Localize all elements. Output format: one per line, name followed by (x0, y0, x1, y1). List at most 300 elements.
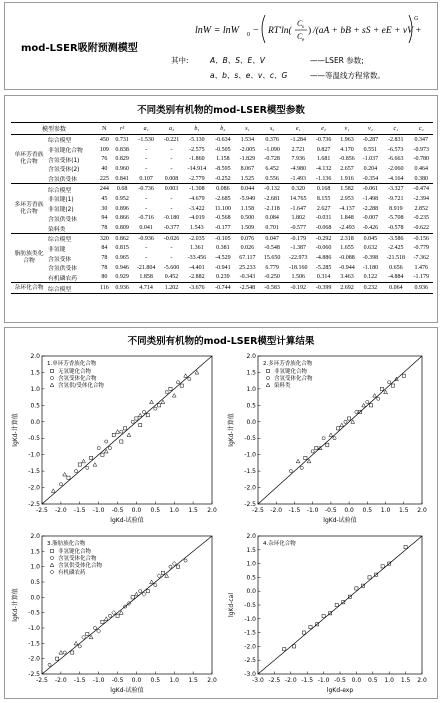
data-point (184, 559, 187, 562)
where-label: 其中: (171, 56, 189, 65)
data-point (124, 427, 127, 430)
param-value-cell: - (170, 255, 173, 262)
y-tick-label: 1.5 (246, 369, 256, 377)
param-value-cell: 25.233 (239, 264, 256, 271)
param-value-cell: -2.548 (235, 283, 260, 294)
y-tick-label: -0.5 (244, 435, 256, 443)
isotherm-constants: a、b、s、e、v、c、G (210, 71, 288, 80)
y-axis-label: lgKd-计算值 (228, 413, 235, 447)
data-point (82, 459, 86, 463)
param-value-cell: 0.041 (139, 225, 153, 232)
param-value-cell: - (170, 146, 173, 153)
data-point (333, 437, 336, 440)
param-value-cell: 0.960 (115, 165, 129, 172)
param-value-cell: -0.973 (413, 146, 429, 153)
x-tick-label: -2.0 (284, 677, 297, 684)
data-point (108, 446, 111, 449)
param-value-cell: -0.398 (362, 255, 379, 262)
param-value-cell: -0.780 (413, 156, 429, 163)
param-value-cell: 0.936 (112, 283, 133, 294)
data-point (292, 645, 295, 648)
data-point (311, 450, 314, 453)
data-point (326, 443, 329, 446)
param-value-cell: 8.155 (316, 195, 331, 202)
param-value-cell: 0.314 (316, 274, 331, 281)
scatter-plot (8, 530, 220, 696)
param-value-cell: 1.525 (240, 175, 255, 182)
param-value-cell: 8.067 (240, 165, 255, 172)
param-value-cell: -0.354 (362, 175, 379, 182)
model-title: mod-LSER吸附预测模型 (21, 43, 138, 54)
x-tick-label: -1.0 (306, 507, 319, 514)
legend-label: 含氢供/受体化合物 (58, 383, 104, 389)
param-value-cell: 0.952 (115, 195, 129, 202)
param-value-cell: 0.809 (115, 225, 129, 232)
param-value-cell: -6.663 (388, 156, 404, 163)
param-header-cell: s₁ (235, 123, 260, 135)
param-value-cell: 0.008 (164, 175, 179, 182)
param-value-cell: -0.578 (388, 225, 404, 232)
param-table-panel (4, 95, 438, 323)
x-tick-label: 2.0 (417, 507, 427, 514)
legend-marker (266, 383, 270, 387)
param-value-cell: 1.158 (240, 205, 255, 212)
param-value-cell: 0.376 (265, 136, 279, 143)
data-point (67, 476, 70, 479)
param-table-title: 不同类别有机物的mod-LSER模型参数 (137, 105, 305, 116)
data-point (176, 565, 179, 568)
param-table-row (11, 233, 433, 243)
param-subgroup-name: 非氢键 (48, 246, 66, 253)
param-value-cell: 30 (101, 205, 108, 212)
legend-marker (50, 563, 54, 567)
param-table-row (11, 184, 433, 194)
y-tick-label: 1.5 (30, 548, 40, 556)
data-point (101, 453, 104, 456)
data-point (154, 583, 157, 586)
data-point (89, 635, 93, 639)
data-point (362, 403, 366, 407)
data-point (78, 645, 81, 648)
param-value-cell: -4.884 (388, 274, 404, 281)
param-value-cell: - (145, 255, 148, 262)
param-value-cell: -0.179 (285, 233, 312, 243)
param-subgroup-name: 含氢受体(2) (48, 167, 80, 174)
param-value-cell: -0.180 (163, 215, 180, 222)
param-value-cell: -1.284 (290, 136, 306, 143)
data-point (101, 620, 104, 623)
param-value-cell: 0.232 (359, 283, 382, 294)
param-header-cell: a₂ (160, 123, 183, 135)
param-value-cell: 0.452 (164, 274, 179, 281)
data-point (322, 614, 325, 617)
param-value-cell: 0.107 (139, 175, 153, 182)
param-value-cell: -0.192 (285, 283, 312, 294)
y-tick-label: -2.0 (28, 484, 40, 492)
data-point (116, 614, 119, 617)
data-point (368, 576, 371, 579)
param-value-cell: 109 (99, 146, 109, 153)
y-tick-label: 2.0 (246, 353, 256, 360)
param-value-cell: -0.031 (315, 215, 332, 222)
y-tick-label: 1.0 (30, 563, 40, 571)
param-value-cell: - (170, 245, 173, 252)
data-point (142, 410, 145, 413)
param-value-cell: -22.973 (288, 255, 308, 262)
identity-line (258, 536, 422, 674)
y-tick-label: 1.0 (30, 385, 40, 393)
param-value-cell: 1.361 (190, 245, 204, 252)
x-tick-label: -0.5 (325, 507, 337, 514)
param-value-cell: -5.949 (239, 195, 256, 202)
param-value-cell: - (170, 156, 173, 163)
param-value-cell: -4.401 (189, 264, 205, 271)
param-value-cell: -1.179 (413, 274, 429, 281)
data-point (86, 633, 89, 636)
param-value-cell: - (145, 156, 148, 163)
y-tick-label: 2.0 (246, 533, 256, 540)
chart-polycyclic (224, 350, 430, 526)
data-point (369, 404, 372, 407)
param-value-cell: 0.044 (235, 184, 260, 194)
y-tick-label: 1.5 (30, 369, 40, 377)
data-point (146, 590, 149, 593)
param-header-cell: a₁ (132, 123, 159, 135)
param-value-cell: 67.117 (239, 255, 256, 262)
param-value-cell: 0.866 (115, 215, 129, 222)
param-value-cell: 2.692 (335, 283, 358, 294)
param-value-cell: - (145, 205, 148, 212)
data-point (165, 574, 169, 578)
param-header-cell: s₂ (260, 123, 285, 135)
chart-title: 1.单环芳香族化合物 (47, 361, 97, 367)
data-point (131, 596, 134, 599)
legend-marker (50, 383, 54, 387)
param-value-cell: -1.387 (290, 245, 306, 252)
data-point (146, 414, 149, 417)
legend-marker (50, 376, 53, 379)
data-point (302, 631, 305, 634)
param-subgroup-name: 染料类 (48, 226, 66, 233)
param-table-row (11, 273, 433, 283)
param-value-cell: -2.681 (264, 195, 280, 202)
x-tick-label: 0.0 (131, 677, 142, 684)
y-axis-label: lgKd-计算值 (12, 588, 19, 622)
param-value-cell: -0.744 (211, 283, 235, 294)
data-point (188, 377, 191, 380)
param-table-row (11, 164, 433, 174)
data-point (48, 663, 51, 666)
y-tick-label: 1.0 (246, 385, 256, 393)
legend-label: 含氢受体化合物 (58, 556, 97, 562)
data-point (304, 456, 307, 459)
param-value-cell: 1.916 (340, 175, 354, 182)
y-tick-label: 2.0 (30, 353, 40, 360)
param-table-row (11, 145, 433, 155)
param-value-cell: - (145, 165, 148, 172)
param-value-cell: -2.060 (388, 165, 404, 172)
param-value-cell: -0.007 (362, 215, 379, 222)
data-point (59, 651, 63, 655)
param-value-cell: 1.848 (340, 215, 354, 222)
param-value-cell: -0.250 (264, 274, 280, 281)
param-value-cell: - (170, 205, 173, 212)
param-subgroup-name: 综合模型 (47, 233, 97, 243)
x-tick-label: -1.5 (301, 677, 314, 684)
param-value-cell: 2.657 (340, 165, 354, 172)
data-point (373, 393, 377, 397)
data-point (315, 446, 318, 449)
y-tick-label: -1.0 (28, 451, 40, 459)
param-value-cell: 6.452 (265, 165, 279, 172)
param-value-cell: -4.679 (189, 195, 205, 202)
chart-heterocyclic (224, 530, 430, 696)
param-value-cell: -0.736 (132, 184, 159, 194)
data-point (150, 400, 154, 404)
legend-label: 非氢键化合物 (58, 549, 92, 555)
data-point (391, 384, 394, 387)
param-header-cell: r² (112, 123, 133, 135)
param-value-cell: 1.202 (160, 283, 183, 294)
y-tick-label: 0.0 (246, 588, 256, 596)
x-axis-label: lgKd-exp (326, 687, 354, 694)
param-value-cell: -1.090 (264, 146, 280, 153)
y-tick-label: -2.5 (28, 671, 40, 678)
data-point (176, 381, 179, 384)
data-point (355, 410, 358, 413)
param-value-cell: -1.037 (362, 156, 379, 163)
param-table-row (11, 174, 433, 184)
param-subgroup-name: 综合模型 (47, 283, 97, 294)
param-subgroup-name: 含氢受体 (48, 256, 72, 263)
x-tick-label: -2.5 (36, 507, 48, 514)
y-tick-label: 1.5 (246, 546, 256, 554)
param-value-cell: 0.656 (389, 264, 403, 271)
param-value-cell: 0.815 (115, 245, 129, 252)
param-value-cell: -4.164 (388, 175, 404, 182)
data-point (131, 420, 134, 423)
param-value-cell: 0.380 (414, 175, 428, 182)
x-tick-label: 1.5 (188, 507, 198, 514)
param-value-cell: 94 (101, 215, 108, 222)
data-point (63, 651, 66, 654)
param-value-cell: -9.721 (388, 195, 404, 202)
legend-marker (50, 570, 54, 574)
data-point (120, 440, 123, 443)
data-point (340, 423, 344, 427)
x-tick-label: 0.5 (150, 507, 161, 514)
y-tick-label: -1.5 (28, 468, 40, 476)
param-value-cell: - (145, 245, 148, 252)
param-value-cell: 1.509 (240, 225, 255, 232)
param-value-cell: 0.026 (240, 245, 255, 252)
data-point (283, 648, 286, 651)
param-header-cell: b₁ (183, 123, 210, 135)
data-point (139, 423, 142, 426)
param-value-cell: -2.005 (239, 146, 256, 153)
param-value-cell: 0.381 (216, 245, 230, 252)
legend-label: 含氢供受体化合物 (58, 563, 103, 569)
chart-title: 2.多环芳香族化合物 (263, 361, 313, 367)
param-value-cell: 78 (101, 225, 108, 232)
param-value-cell: -33.456 (187, 255, 207, 262)
svg-text:G: G (414, 16, 419, 22)
param-value-cell: -5.130 (189, 136, 205, 143)
data-point (120, 430, 123, 433)
data-point (165, 391, 168, 394)
param-value-cell: -21.518 (386, 255, 406, 262)
param-table-row (11, 223, 433, 233)
isotherm-constants-desc: ——等温线方程常数。 (310, 71, 385, 80)
y-tick-label: -0.5 (28, 609, 40, 617)
param-value-cell: -0.377 (163, 225, 180, 232)
param-value-cell: -0.716 (138, 215, 154, 222)
model-formula (195, 11, 421, 47)
data-point (348, 417, 351, 420)
param-value-cell: -0.156 (410, 233, 433, 243)
param-value-cell: -0.577 (290, 225, 306, 232)
y-axis-label: lgKd-计算值 (12, 413, 19, 447)
param-value-cell: 0.076 (235, 233, 260, 243)
x-tick-label: -3.0 (252, 677, 264, 684)
param-header-cell: 模型参数 (11, 123, 97, 135)
param-subgroup-name: 综合模型 (48, 138, 72, 145)
param-value-cell: 1.858 (139, 274, 153, 281)
lser-params: A、B、S、E、V (210, 56, 265, 65)
param-value-cell: -0.287 (362, 136, 379, 143)
x-tick-label: -1.5 (73, 677, 86, 684)
svg-text:RT'ln(: RT'ln( (268, 26, 292, 36)
data-point (169, 565, 172, 568)
param-value-cell: 40 (101, 165, 108, 172)
param-value-cell: -5.285 (315, 264, 332, 271)
param-value-cell: -1.180 (362, 264, 379, 271)
param-value-cell: 0.239 (216, 274, 230, 281)
param-value-cell: -3.422 (189, 205, 205, 212)
param-table (11, 122, 433, 294)
data-point (104, 449, 108, 453)
x-axis-label: lgKd-试验值 (110, 687, 144, 694)
x-axis-label: lgKd-试验值 (110, 517, 144, 524)
data-point (377, 397, 380, 400)
param-value-cell: -2.685 (215, 195, 231, 202)
data-point (135, 417, 138, 420)
x-tick-label: -2.5 (36, 677, 48, 684)
param-value-cell: 2.721 (291, 146, 305, 153)
data-point (158, 404, 161, 407)
x-tick-label: -2.5 (268, 677, 281, 684)
param-value-cell: 45 (101, 195, 108, 202)
param-value-cell: -0.292 (312, 233, 335, 243)
param-value-cell: -1.530 (138, 136, 154, 143)
param-value-cell: -2.779 (189, 175, 205, 182)
param-value-cell: -0.221 (163, 136, 180, 143)
y-tick-label: 0.0 (30, 594, 40, 602)
param-value-cell: -0.399 (312, 283, 335, 294)
data-point (402, 374, 405, 377)
y-tick-label: -2.0 (244, 484, 256, 492)
y-axis-label: lgKd-cal (228, 592, 235, 618)
y-tick-label: -1.0 (244, 451, 256, 459)
x-tick-label: 0.0 (344, 507, 354, 514)
data-point (56, 657, 59, 660)
param-value-cell: -4.137 (339, 205, 355, 212)
param-value-cell: 7.936 (291, 156, 305, 163)
param-value-cell: 11.100 (214, 205, 231, 212)
param-value-cell: -2.831 (388, 136, 404, 143)
data-point (150, 580, 154, 584)
data-point (322, 437, 325, 440)
param-subgroup-name: 综合模型 (47, 184, 97, 194)
data-point (388, 381, 391, 384)
param-header-cell: e₁ (285, 123, 312, 135)
param-value-cell: - (145, 146, 148, 153)
x-tick-label: 1.5 (399, 507, 409, 514)
data-point (380, 387, 383, 390)
param-table-row (11, 244, 433, 254)
param-group-name: 脂肪族类化合物 (11, 233, 47, 282)
param-value-cell: 0.045 (359, 233, 382, 243)
param-value-cell: 244 (97, 184, 112, 194)
svg-text:): ) (308, 26, 312, 36)
data-point (172, 393, 176, 397)
data-point (307, 459, 311, 463)
param-value-cell: 450 (99, 136, 109, 143)
param-value-cell: 4.714 (132, 283, 159, 294)
param-value-cell: -0.426 (362, 225, 379, 232)
param-value-cell: 1.506 (291, 274, 305, 281)
svg-text:−: − (253, 25, 259, 36)
param-value-cell: -3.327 (382, 184, 409, 194)
param-value-cell: 0.556 (265, 175, 279, 182)
chart-title: 3.脂肪族化合物 (47, 541, 86, 547)
data-point (309, 625, 312, 628)
x-tick-label: 2.0 (207, 677, 217, 684)
x-tick-label: -2.0 (55, 677, 67, 684)
data-point (366, 400, 369, 403)
param-value-cell: -0.474 (410, 184, 433, 194)
param-value-cell: 1.681 (316, 156, 331, 163)
param-value-cell: 78 (101, 255, 108, 262)
data-point (116, 430, 120, 434)
param-header-cell: b₂ (211, 123, 235, 135)
data-point (93, 463, 97, 467)
y-tick-label: -2.5 (244, 501, 256, 508)
legend-marker (50, 556, 53, 559)
data-point (161, 571, 164, 574)
legend-label: 含氢受体化合物 (274, 376, 313, 382)
param-value-cell: -2.425 (388, 245, 404, 252)
y-tick-label: 0.0 (246, 418, 256, 426)
svg-text:/(aA + bB + sS + eE + vV + c): /(aA + bB + sS + eE + vV + c) (313, 26, 421, 36)
param-value-cell: 320 (97, 233, 112, 243)
param-header-cell: v₁ (335, 123, 358, 135)
param-value-cell: 1.582 (335, 184, 358, 194)
data-point (337, 427, 340, 430)
y-tick-label: 0.0 (30, 418, 40, 426)
param-value-cell: -1.860 (189, 156, 205, 163)
param-value-cell: -0.061 (359, 184, 382, 194)
param-value-cell: -2.288 (362, 205, 379, 212)
param-subgroup-name: 含氢供受体 (48, 266, 77, 273)
param-value-cell: -1.136 (315, 175, 332, 182)
param-value-cell: -4.019 (189, 215, 205, 222)
data-point (97, 446, 100, 449)
param-value-cell: -0.343 (239, 274, 256, 281)
param-value-cell: -0.548 (264, 245, 280, 252)
data-point (59, 483, 62, 486)
param-value-cell: 1.655 (340, 245, 354, 252)
